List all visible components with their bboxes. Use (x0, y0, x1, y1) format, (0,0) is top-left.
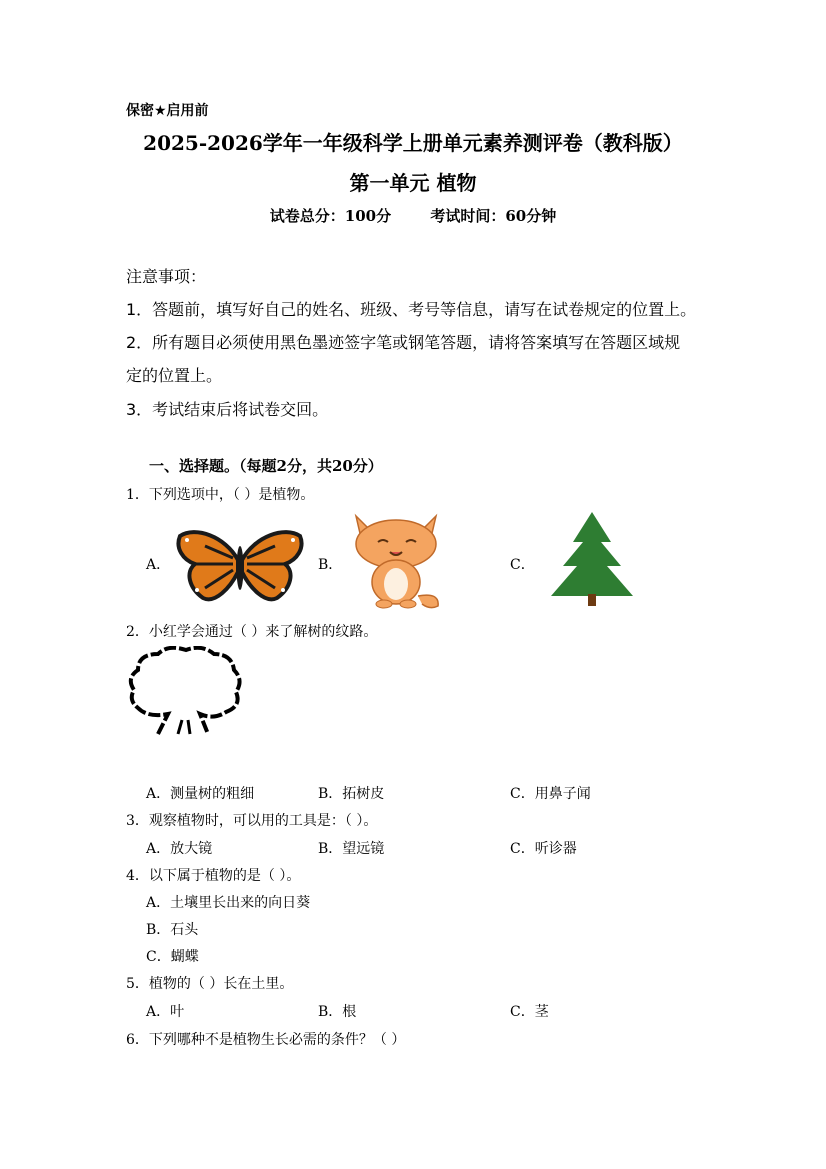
tree-outline-image (128, 646, 244, 738)
question-5-option-a[interactable]: A．叶 (146, 1004, 185, 1020)
notice-heading: 注意事项： (126, 267, 207, 286)
notice-item: 定的位置上。 (126, 366, 223, 385)
question-1-option-b[interactable]: B． (318, 557, 343, 573)
tree-image (541, 512, 643, 608)
notice-item: 2．所有题目必须使用黑色墨迹签字笔或钢笔答题，请将答案填写在答题区域规 (126, 333, 681, 352)
notice-item: 3．考试结束后将试卷交回。 (126, 400, 329, 419)
question-1-option-c[interactable]: C． (510, 557, 535, 573)
question-2-stem: 2．小红学会通过（ ）来了解树的纹路。 (126, 624, 378, 640)
question-5-option-b[interactable]: B．根 (318, 1004, 357, 1020)
question-6-stem: 6．下列哪种不是植物生长必需的条件？（ ） (126, 1032, 406, 1048)
question-3-stem: 3．观察植物时，可以用的工具是：（ ）。 (126, 813, 378, 829)
unit-title: 第一单元 植物 (349, 171, 477, 195)
question-3-option-a[interactable]: A．放大镜 (146, 841, 213, 857)
question-5-option-c[interactable]: C．茎 (510, 1004, 549, 1020)
butterfly-image (175, 528, 305, 604)
cat-image (350, 512, 450, 610)
question-2-option-b[interactable]: B．拓树皮 (318, 786, 385, 802)
question-4-option-a[interactable]: A．土壤里长出来的向日葵 (146, 895, 311, 911)
question-1-option-a[interactable]: A． (146, 557, 171, 573)
section-title: 一、选择题。（每题2分，共20分） (149, 457, 383, 475)
question-4-option-b[interactable]: B．石头 (146, 922, 199, 938)
exam-meta (0, 205, 826, 226)
page-title: 2025-2026学年一年级科学上册单元素养测评卷（教科版） (143, 131, 683, 155)
total-score: 试卷总分：100分 (269, 207, 392, 225)
secret-label: 保密★启用前 (126, 103, 209, 119)
question-4-option-c[interactable]: C．蝴蝶 (146, 949, 199, 965)
exam-time: 考试时间：60分钟 (430, 207, 557, 225)
question-3-option-c[interactable]: C．听诊器 (510, 841, 577, 857)
question-2-option-a[interactable]: A．测量树的粗细 (146, 786, 255, 802)
question-3-option-b[interactable]: B．望远镜 (318, 841, 385, 857)
question-2-option-c[interactable]: C．用鼻子闻 (510, 786, 591, 802)
question-5-stem: 5．植物的（ ）长在土里。 (126, 976, 294, 992)
question-1-stem: 1．下列选项中，（ ）是植物。 (126, 487, 315, 503)
question-4-stem: 4．以下属于植物的是（ ）。 (126, 868, 301, 884)
notice-item: 1．答题前，填写好自己的姓名、班级、考号等信息，请写在试卷规定的位置上。 (126, 300, 697, 319)
